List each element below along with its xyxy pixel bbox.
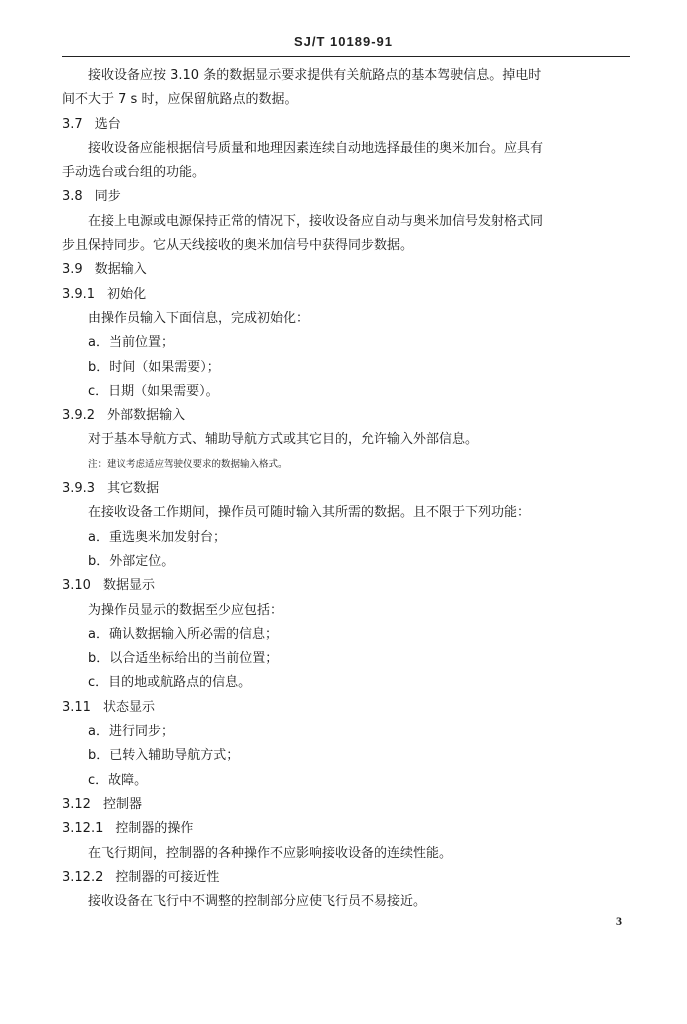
- section-title: 状态显示: [102, 699, 155, 715]
- section-number: 3.9.2: [62, 408, 96, 424]
- section-heading-3-7: [62, 113, 632, 137]
- section-title: 同步: [94, 189, 121, 205]
- paragraph: 在接收设备工作期间，操作员可随时输入其所需的数据。且不限于下列功能：: [88, 505, 531, 521]
- paragraph: 接收设备在飞行中不调整的控制部分应使飞行员不易接近。: [88, 894, 427, 910]
- paragraph: 在飞行期间，控制器的各种操作不应影响接收设备的连续性能。: [88, 845, 453, 861]
- section-title: 其它数据: [107, 481, 160, 497]
- section-heading-3-11: [62, 696, 632, 720]
- section-number: 3.9.3: [62, 481, 96, 497]
- section-number: 3.9: [62, 262, 83, 278]
- list-item: c．目的地或航路点的信息。: [88, 675, 252, 691]
- paragraph: 手动选台或台组的功能。: [62, 165, 206, 181]
- paragraph: 对于基本导航方式、辅助导航方式或其它目的，允许输入外部信息。: [88, 432, 479, 448]
- section-number: 3.11: [62, 699, 91, 715]
- standard-code-header: SJ/T 10189-91: [293, 34, 393, 49]
- section-title: 数据显示: [102, 578, 155, 594]
- list-item: a．当前位置；: [88, 335, 174, 351]
- section-title: 数据输入: [94, 262, 147, 278]
- list-item: a．确认数据输入所必需的信息；: [88, 626, 278, 642]
- note: 注：建议考虑适应驾驶仪要求的数据输入格式。: [88, 458, 288, 470]
- section-number: 3.9.1: [62, 286, 96, 302]
- section-title: 控制器的可接近性: [115, 869, 220, 885]
- section-title: 控制器: [102, 796, 142, 812]
- section-heading-3-8: [62, 185, 632, 209]
- section-heading-3-9-3: [62, 477, 632, 501]
- list-item: b．时间（如果需要）；: [88, 359, 220, 375]
- section-title: 初始化: [107, 286, 147, 302]
- paragraph: 由操作员输入下面信息，完成初始化：: [88, 310, 310, 326]
- page-number: 3: [616, 914, 622, 928]
- paragraph: 步且保持同步。它从天线接收的奥米加信号中获得同步数据。: [62, 238, 414, 254]
- section-number: 3.12: [62, 796, 91, 812]
- list-item: c．日期（如果需要）。: [88, 383, 219, 399]
- section-title: 控制器的操作: [115, 821, 194, 837]
- section-number: 3.8: [62, 189, 83, 205]
- section-heading-3-12-1: [62, 817, 632, 841]
- list-item: b．已转入辅助导航方式；: [88, 748, 240, 764]
- document-body: [62, 64, 632, 914]
- list-item: b．以合适坐标给出的当前位置；: [88, 651, 279, 667]
- paragraph: 为操作员显示的数据至少应包括：: [88, 602, 284, 618]
- section-number: 3.7: [62, 116, 83, 132]
- paragraph: 接收设备应能根据信号质量和地理因素连续自动地选择最佳的奥米加台。应具有: [88, 140, 544, 156]
- section-number: 3.12.2: [62, 869, 104, 885]
- list-item: c．故障。: [88, 772, 148, 788]
- list-item: a．进行同步；: [88, 724, 174, 740]
- section-heading-3-9-1: [62, 283, 632, 307]
- section-title: 选台: [94, 116, 121, 132]
- section-heading-3-9-2: [62, 404, 632, 428]
- header-rule: [62, 56, 630, 57]
- section-heading-3-10: [62, 574, 632, 598]
- section-number: 3.10: [62, 578, 91, 594]
- list-item: b．外部定位。: [88, 553, 175, 569]
- section-title: 外部数据输入: [107, 408, 186, 424]
- list-item: a．重选奥米加发射台；: [88, 529, 226, 545]
- section-heading-3-9: [62, 258, 632, 282]
- paragraph: 在接上电源或电源保持正常的情况下，接收设备应自动与奥米加信号发射格式同: [88, 213, 544, 229]
- paragraph: 接收设备应按 3.10 条的数据显示要求提供有关航路点的基本驾驶信息。掉电时: [88, 68, 542, 83]
- section-heading-3-12-2: [62, 866, 632, 890]
- paragraph: 间不大于 7 s 时，应保留航路点的数据。: [62, 92, 298, 108]
- section-heading-3-12: [62, 793, 632, 817]
- section-number: 3.12.1: [62, 821, 104, 837]
